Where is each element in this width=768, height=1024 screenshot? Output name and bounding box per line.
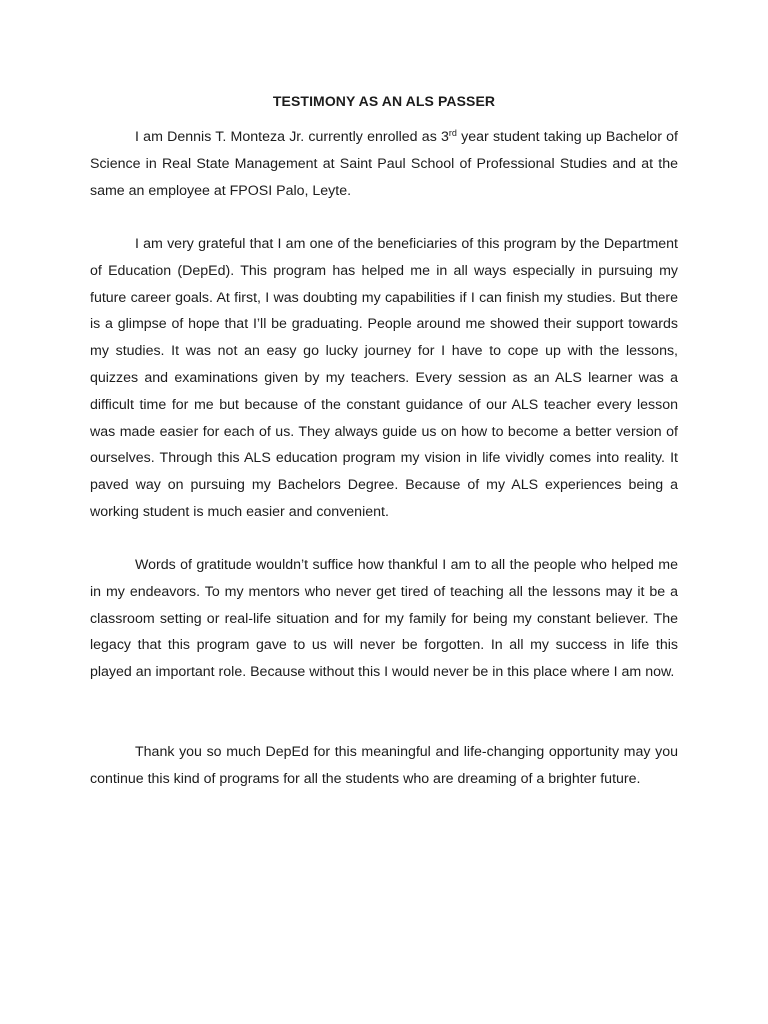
- paragraph-introduction-text-end: year student taking up Bachelor of Science in Real State Management at Saint Paul School of Professional Studies and at the same an employee at FPOSI Palo, Leyte.: [90, 129, 678, 199]
- paragraph-thank-you: Thank you so much DepEd for this meaningful and life-changing opportunity may you continue this kind of programs for all the students who are dreaming of a brighter future.: [90, 744, 678, 787]
- document-title: TESTIMONY AS AN ALS PASSER: [272, 93, 496, 109]
- ordinal-superscript: rd: [448, 128, 457, 138]
- paragraph-words-of-gratitude: Words of gratitude wouldn’t suffice how thankful I am to all the people who helped me in my endeavors. To my mentors who never get tired of teaching all the lessons may it be a classroom setting or real-life situation and for my family for being my constant believer. The legacy that this program gave to us will never be forgotten. In all my success in life this played an important role. Because without this I would never be in this place where I am now.: [90, 557, 678, 681]
- paragraph-gratitude-program: I am very grateful that I am one of the beneficiaries of this program by the Department of Education (DepEd). This program has helped me in all ways especially in pursuing my future career goals. At first, I was doubting my capabilities if I can finish my studies. But there is a glimpse of hope that I’ll be graduating. People around me showed their support towards my studies. It was not an easy go lucky journey for I have to cope up with the lessons, quizzes and examinations given by my teachers. Every session as an ALS learner was a difficult time for me but because of the constant guidance of our ALS teacher every lesson was made easier for each of us. They always guide us on how to become a better version of ourselves. Through this ALS education program my vision in life vividly comes into reality. It paved way on pursuing my Bachelors Degree. Because of my ALS experiences being a working student is much easier and convenient.: [90, 236, 678, 520]
- paragraph-introduction-text-start: I am Dennis T. Monteza Jr. currently enrolled as 3: [135, 129, 449, 145]
- paragraph-introduction: [90, 124, 678, 204]
